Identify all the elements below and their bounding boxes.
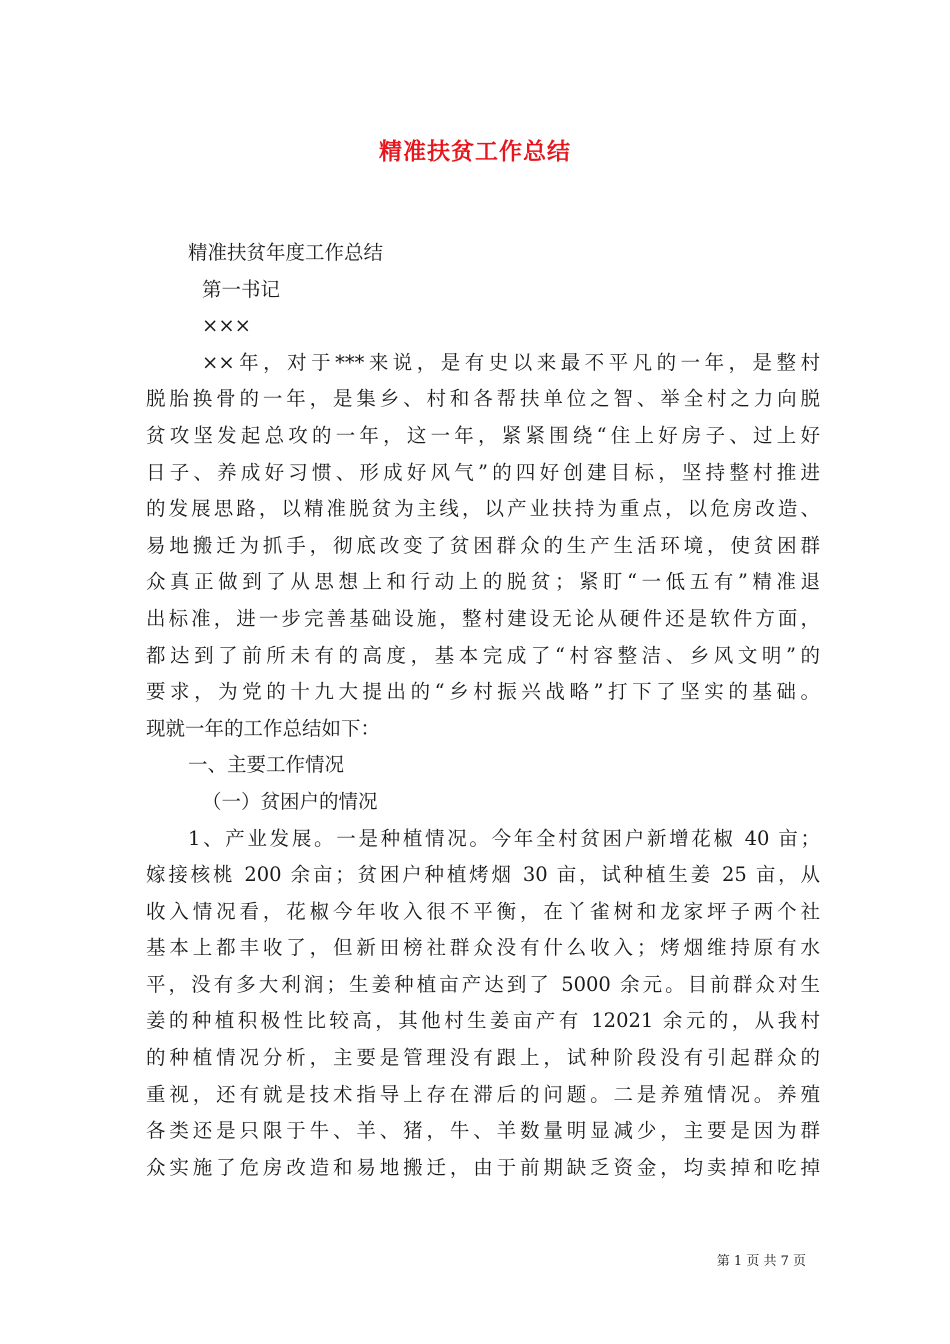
intro-line: 现就一年的工作总结如下： [146,716,381,740]
paragraph-line: 收入情况看，花椒今年收入很不平衡，在丫雀树和龙家坪子两个社 [146,899,820,923]
page-number: 第 1 页 共 7 页 [716,1254,806,1269]
intro-line: 的发展思路，以精准脱贫为主线，以产业扶持为重点，以危房改造、 [146,497,820,521]
report-heading: 精准扶贫年度工作总结 [188,241,384,264]
intro-line: 易地搬迁为抓手，彻底改变了贫困群众的生产生活环境，使贫困群 [146,533,820,557]
intro-line: 都达到了前所未有的高度，基本完成了“村容整洁、乡风文明”的 [146,643,820,667]
paragraph-line: 的种植情况分析，主要是管理没有跟上，试种阶段没有引起群众的 [146,1046,820,1070]
paragraph-line: 嫁接核桃 200 余亩；贫困户种植烤烟 30 亩，试种植生姜 25 亩，从 [146,863,820,887]
paragraph-line: 姜的种植积极性比较高，其他村生姜亩产有 12021 余元的，从我村 [146,1009,820,1033]
intro-line: 日子、养成好习惯、形成好风气”的四好创建目标，坚持整村推进 [146,460,820,484]
author-name: ××× [202,314,252,338]
intro-line: 要求，为党的十九大提出的“乡村振兴战略”打下了坚实的基础。 [146,680,820,704]
intro-line: 脱胎换骨的一年，是集乡、村和各帮扶单位之智、举全村之力向脱 [146,387,820,411]
paragraph-line: 基本上都丰收了，但新田榜社群众没有什么收入；烤烟维持原有水 [146,936,820,960]
paragraph-line: 众实施了危房改造和易地搬迁，由于前期缺乏资金，均卖掉和吃掉 [146,1155,820,1179]
paragraph-line: 重视，还有就是技术指导上存在滞后的问题。二是养殖情况。养殖 [146,1082,820,1106]
document-body [146,235,820,1186]
intro-line: 众真正做到了从思想上和行动上的脱贫；紧盯“一低五有”精准退 [146,570,820,594]
subsection-heading: （一）贫困户的情况 [202,789,378,813]
intro-line: 贫攻坚发起总攻的一年，这一年，紧紧围绕“住上好房子、过上好 [146,423,820,447]
paragraph-line: 1、产业发展。一是种植情况。今年全村贫困户新增花椒 40 亩； [188,826,820,850]
paragraph-line: 各类还是只限于牛、羊、猪，牛、羊数量明显减少，主要是因为群 [146,1119,820,1143]
intro-line: ××年，对于***来说，是有史以来最不平凡的一年，是整村 [202,350,820,374]
section-heading: 一、主要工作情况 [188,753,345,777]
intro-line: 出标准，进一步完善基础设施，整村建设无论从硬件还是软件方面， [146,606,820,630]
author-role: 第一书记 [202,277,281,301]
document-title: 精准扶贫工作总结 [379,138,571,165]
paragraph-line: 平，没有多大利润；生姜种植亩产达到了 5000 余元。目前群众对生 [146,972,820,996]
